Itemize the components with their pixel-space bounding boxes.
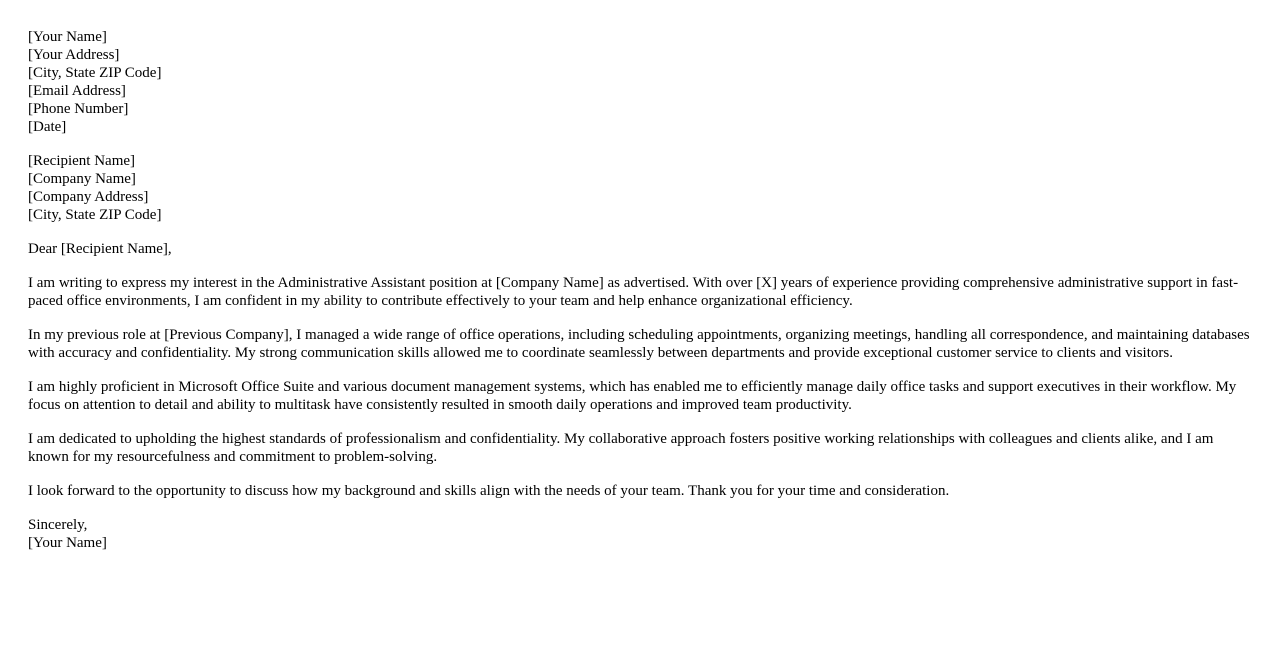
sender-city-state-zip: [City, State ZIP Code]: [28, 65, 162, 81]
recipient-name: [Recipient Name]: [28, 153, 136, 169]
letter-date: [Date]: [28, 119, 67, 135]
recipient-company-address: [Company Address]: [28, 189, 149, 205]
sender-phone: [Phone Number]: [28, 101, 129, 117]
valediction: Sincerely,: [28, 517, 88, 533]
sender-name: [Your Name]: [28, 29, 107, 45]
recipient-block: [28, 152, 1250, 224]
sender-address: [Your Address]: [28, 47, 120, 63]
recipient-city-state-zip: [City, State ZIP Code]: [28, 207, 162, 223]
body-paragraph: I am highly proficient in Microsoft Office Suite and various document management systems, which has enabled me to efficiently manage daily office tasks and support executives in their workflow. My focus on attention to detail and ability to multitask have consistently resulted in smooth daily operations and improved team productivity.: [28, 379, 1237, 413]
sender-block: [28, 28, 1250, 136]
salutation: Dear [Recipient Name],: [28, 241, 172, 257]
sender-email: [Email Address]: [28, 83, 126, 99]
recipient-company: [Company Name]: [28, 171, 136, 187]
body-paragraph: I am dedicated to upholding the highest standards of professionalism and confidentiality. My collaborative approach fosters positive working relationships with colleagues and clients alike, and I am known for my resourcefulness and commitment to problem-solving.: [28, 431, 1214, 465]
body-paragraph: In my previous role at [Previous Company], I managed a wide range of office operations, including scheduling appointments, organizing meetings, handling all correspondence, and maintaining databases with accuracy and confidentiality. My strong communication skills allowed me to coordinate seamlessly between departments and provide exceptional customer service to clients and visitors.: [28, 327, 1250, 361]
closing-block: [28, 516, 1250, 552]
body-paragraph: I am writing to express my interest in the Administrative Assistant position at [Company Name] as advertised. With over [X] years of experience providing comprehensive administrative support in fast-paced office environments, I am confident in my ability to contribute effectively to your team and help enhance organizational efficiency.: [28, 275, 1239, 309]
body-paragraph: I look forward to the opportunity to discuss how my background and skills align with the needs of your team. Thank you for your time and consideration.: [28, 483, 950, 499]
signature-name: [Your Name]: [28, 535, 107, 551]
